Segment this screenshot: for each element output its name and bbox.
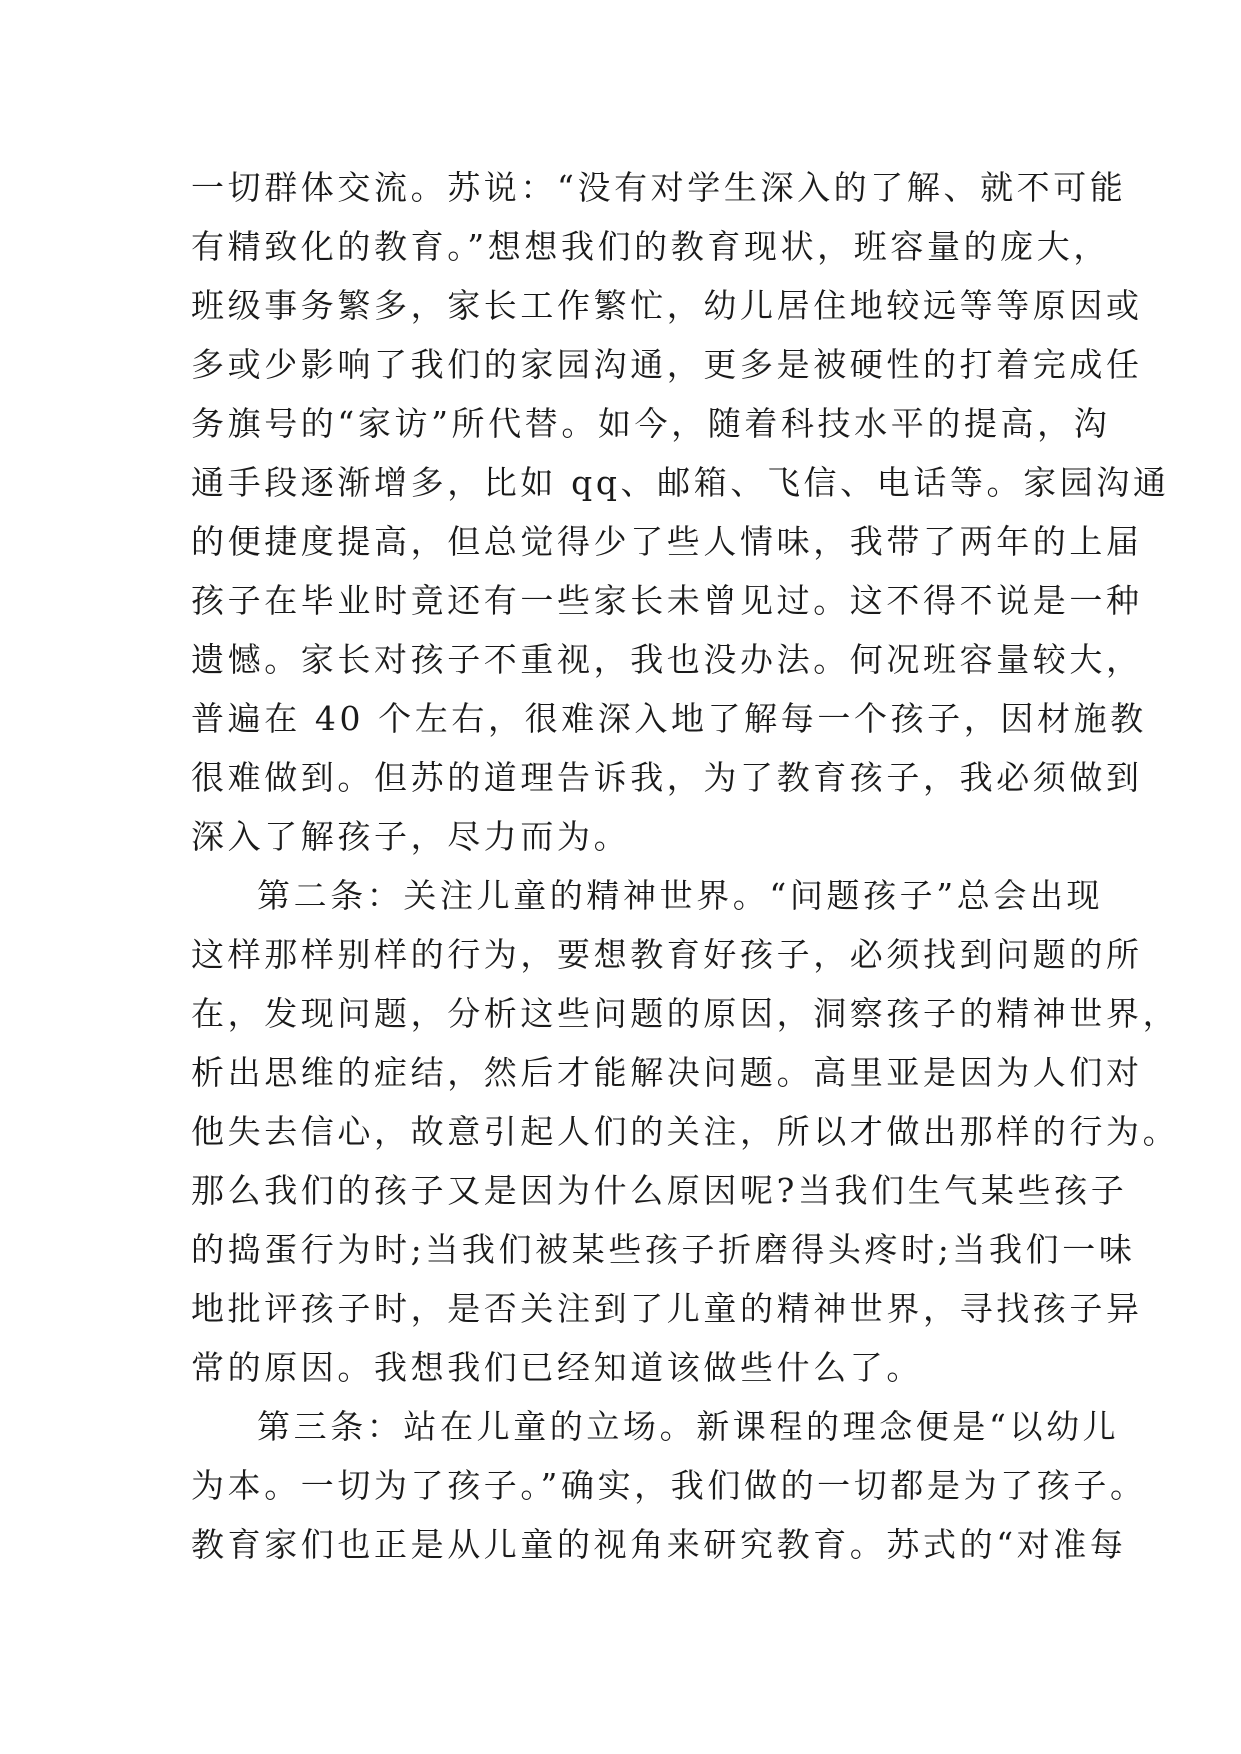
text-line: 通手段逐渐增多，比如 qq、邮箱、飞信、电话等。家园沟通 [191, 463, 1170, 502]
text-line: 务旗号的“家访”所代替。如今，随着科技水平的提高，沟 [191, 404, 1111, 443]
text-line: 析出思维的症结，然后才能解决问题。高里亚是因为人们对 [191, 1053, 1143, 1092]
text-line: 教育家们也正是从儿童的视角来研究教育。苏式的“对准每 [191, 1525, 1127, 1564]
text-line: 很难做到。但苏的道理告诉我，为了教育孩子，我必须做到 [191, 758, 1143, 797]
text-line: 遗憾。家长对孩子不重视，我也没办法。何况班容量较大， [191, 640, 1143, 679]
body-text [191, 158, 1180, 1574]
text-line: 这样那样别样的行为，要想教育好孩子，必须找到问题的所 [191, 935, 1143, 974]
text-line: 那么我们的孩子又是因为什么原因呢?当我们生气某些孩子 [191, 1171, 1128, 1210]
text-line: 多或少影响了我们的家园沟通，更多是被硬性的打着完成任 [191, 345, 1143, 384]
text-line: 为本。一切为了孩子。”确实，我们做的一切都是为了孩子。 [191, 1466, 1147, 1505]
paragraph-start-line: 第三条：站在儿童的立场。新课程的理念便是“以幼儿 [257, 1407, 1120, 1446]
text-line: 他失去信心，故意引起人们的关注，所以才做出那样的行为。 [191, 1112, 1180, 1151]
text-line: 常的原因。我想我们已经知道该做些什么了。 [191, 1348, 923, 1387]
paragraph-start-line: 第二条：关注儿童的精神世界。“问题孩子”总会出现 [257, 876, 1104, 915]
text-line: 班级事务繁多，家长工作繁忙，幼儿居住地较远等等原因或 [191, 286, 1143, 325]
text-line: 普遍在 40 个左右，很难深入地了解每一个孩子，因材施教 [191, 699, 1147, 738]
text-line: 深入了解孩子，尽力而为。 [191, 817, 631, 856]
text-line: 的捣蛋行为时;当我们被某些孩子折磨得头疼时;当我们一味 [191, 1230, 1136, 1269]
text-line: 孩子在毕业时竟还有一些家长未曾见过。这不得不说是一种 [191, 581, 1143, 620]
text-line: 地批评孩子时，是否关注到了儿童的精神世界，寻找孩子异 [191, 1289, 1143, 1328]
text-line: 有精致化的教育。”想想我们的教育现状，班容量的庞大， [191, 227, 1110, 266]
text-line: 在，发现问题，分析这些问题的原因，洞察孩子的精神世界， [191, 994, 1180, 1033]
text-line: 一切群体交流。苏说：“没有对学生深入的了解、就不可能 [191, 168, 1127, 207]
text-line: 的便捷度提高，但总觉得少了些人情味，我带了两年的上届 [191, 522, 1143, 561]
